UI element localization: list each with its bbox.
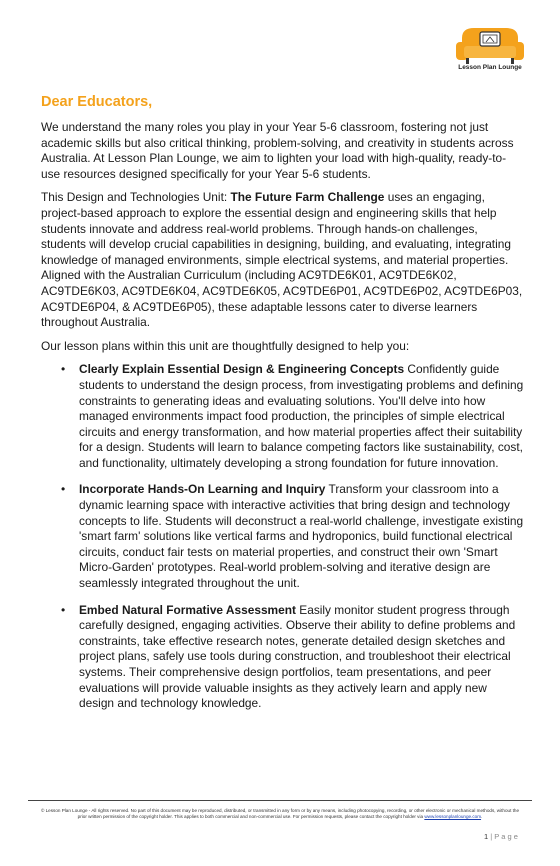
salutation-heading: Dear Educators, <box>41 94 153 110</box>
list-item-text: Confidently guide students to understand the design process, from investigating problems and defining constraints to generating ideas and evaluating solutions. You'll delve into how managed environments impact food production, the principles of simple electrical circuits and energy transformation, and how material properties affect their suitability for a design. Students will learn to balance competing factors like sustainability, cost, and functionality, ultimately developing a strong foundation for future innovation. <box>79 362 524 470</box>
website-link[interactable]: www.lessonplanlounge.com <box>424 814 482 820</box>
letter-body <box>41 94 525 723</box>
list-item <box>41 362 525 471</box>
copyright-footer <box>40 808 520 821</box>
lead-in-paragraph: Our lesson plans within this unit are thoughtfully designed to help you: <box>41 338 410 353</box>
unit-title: The Future Farm Challenge <box>230 190 385 205</box>
list-item <box>41 482 525 591</box>
unit-intro-text: This Design and Technologies Unit: <box>41 190 231 205</box>
list-item-title: Clearly Explain Essential Design & Engineering Concepts <box>79 362 405 377</box>
page-number-value: 1 <box>484 832 489 841</box>
unit-paragraph <box>41 190 525 330</box>
copyright-text: © Lesson Plan Lounge - All rights reserved. No part of this document may be reproduced, distributed, or transmitted in any form or by any means, including photocopying, recording, or other electronic or mechanical methods, without the prior written permission of the copyright holder. This applies to both commercial and non-commercial use. For permission requests, please contact the copyright holder via <box>40 808 520 820</box>
sofa-with-tablet-icon <box>456 24 524 68</box>
page-label: P a g e <box>494 832 518 841</box>
bullet-icon: • <box>61 362 66 377</box>
intro-paragraph: We understand the many roles you play in your Year 5-6 classroom, fostering not just academic skills but also critical thinking, problem-solving, and creativity in students across Australia. At Lesson Plan Lounge, we aim to lighten your load with high-quality, ready-to-use resources designed specifically for your Year 5-6 students. <box>41 120 514 181</box>
page-separator: | <box>488 832 495 841</box>
benefits-list <box>41 362 525 711</box>
brand-name: Lesson Plan Lounge <box>458 64 522 71</box>
unit-description: uses an engaging, project-based approach to explore the essential design and engineering skills that help students innovate and address real-world problems. Through hands-on challenges, students will develop crucial capabilities in designing, building, and evaluating, integrating knowledge of managed environments, simple electrical systems, and material properties. Aligned with the Australian Curriculum (including AC9TDE6K01, AC9TDE6K02, AC9TDE6K03, AC9TDE6K04, AC9TDE6K05, AC9TDE6P01, AC9TDE6P02, AC9TDE6P03, AC9TDE6P04, & AC9TDE6P05), these adaptable lessons cater to diverse learners throughout Australia. <box>41 190 523 330</box>
page-number <box>484 832 518 841</box>
footer-period: . <box>481 814 483 820</box>
bullet-icon: • <box>61 602 66 617</box>
brand-logo <box>456 24 524 80</box>
list-item-text: Easily monitor student progress through carefully designed, engaging activities. Observe their ability to define problems and constraints, take effective research notes, generate detailed design sketches and project plans, safely use tools during construction, and troubleshoot their electrical systems. Their comprehensive design portfolios, team presentations, and peer evaluations will provide valuable insights as they actively learn and apply new design and technology knowledge. <box>79 602 516 711</box>
list-item-title: Embed Natural Formative Assessment <box>79 602 296 617</box>
list-item-text: Transform your classroom into a dynamic learning space with interactive activities that bring design and technology concepts to life. Students will deconstruct a real-world challenge, investigate existing 'smart farm' solutions like vertical farms and hydroponics, build functional electrical circuits, conduct fair tests on material properties, and construct their own 'Smart Micro-Garden' prototypes. Real-world problem-solving and iterative design are seamlessly integrated throughout the unit. <box>79 482 524 591</box>
footer-divider <box>28 800 532 801</box>
list-item-title: Incorporate Hands-On Learning and Inquiry <box>79 482 326 497</box>
list-item <box>41 603 525 712</box>
bullet-icon: • <box>61 482 66 497</box>
